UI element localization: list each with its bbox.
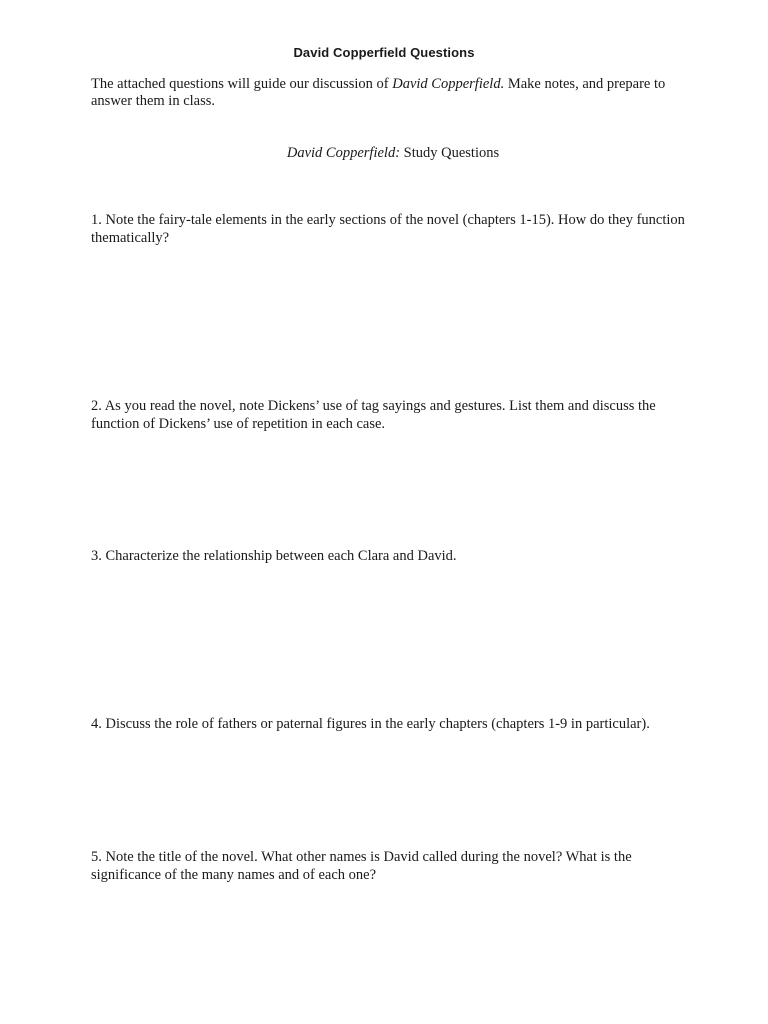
question-4: 4. Discuss the role of fathers or paternal figures in the early chapters (chapters 1-9 in particular). [91, 716, 650, 732]
intro-paragraph [91, 76, 701, 110]
intro-text-after: Make notes, and prepare to answer them in class. [91, 76, 666, 109]
question-1: 1. Note the fairy-tale elements in the early sections of the novel (chapters 1-15). How do they function thematically? [91, 212, 685, 246]
intro-book-title: David Copperfield. [392, 76, 505, 92]
question-3: 3. Characterize the relationship between each Clara and David. [91, 548, 457, 564]
question-5: 5. Note the title of the novel. What other names is David called during the novel? What is the significance of the many names and of each one? [91, 849, 632, 883]
intro-text-before: The attached questions will guide our discussion of [91, 76, 393, 92]
page-title: David Copperfield Questions [293, 45, 475, 60]
section-subtitle [0, 145, 768, 162]
question-2: 2. As you read the novel, note Dickens’ use of tag sayings and gestures. List them and discuss the function of Dickens’ use of repetition in each case. [91, 398, 656, 432]
subtitle-book-title: David Copperfield: [286, 145, 401, 161]
subtitle-rest: Study Questions [400, 145, 500, 161]
